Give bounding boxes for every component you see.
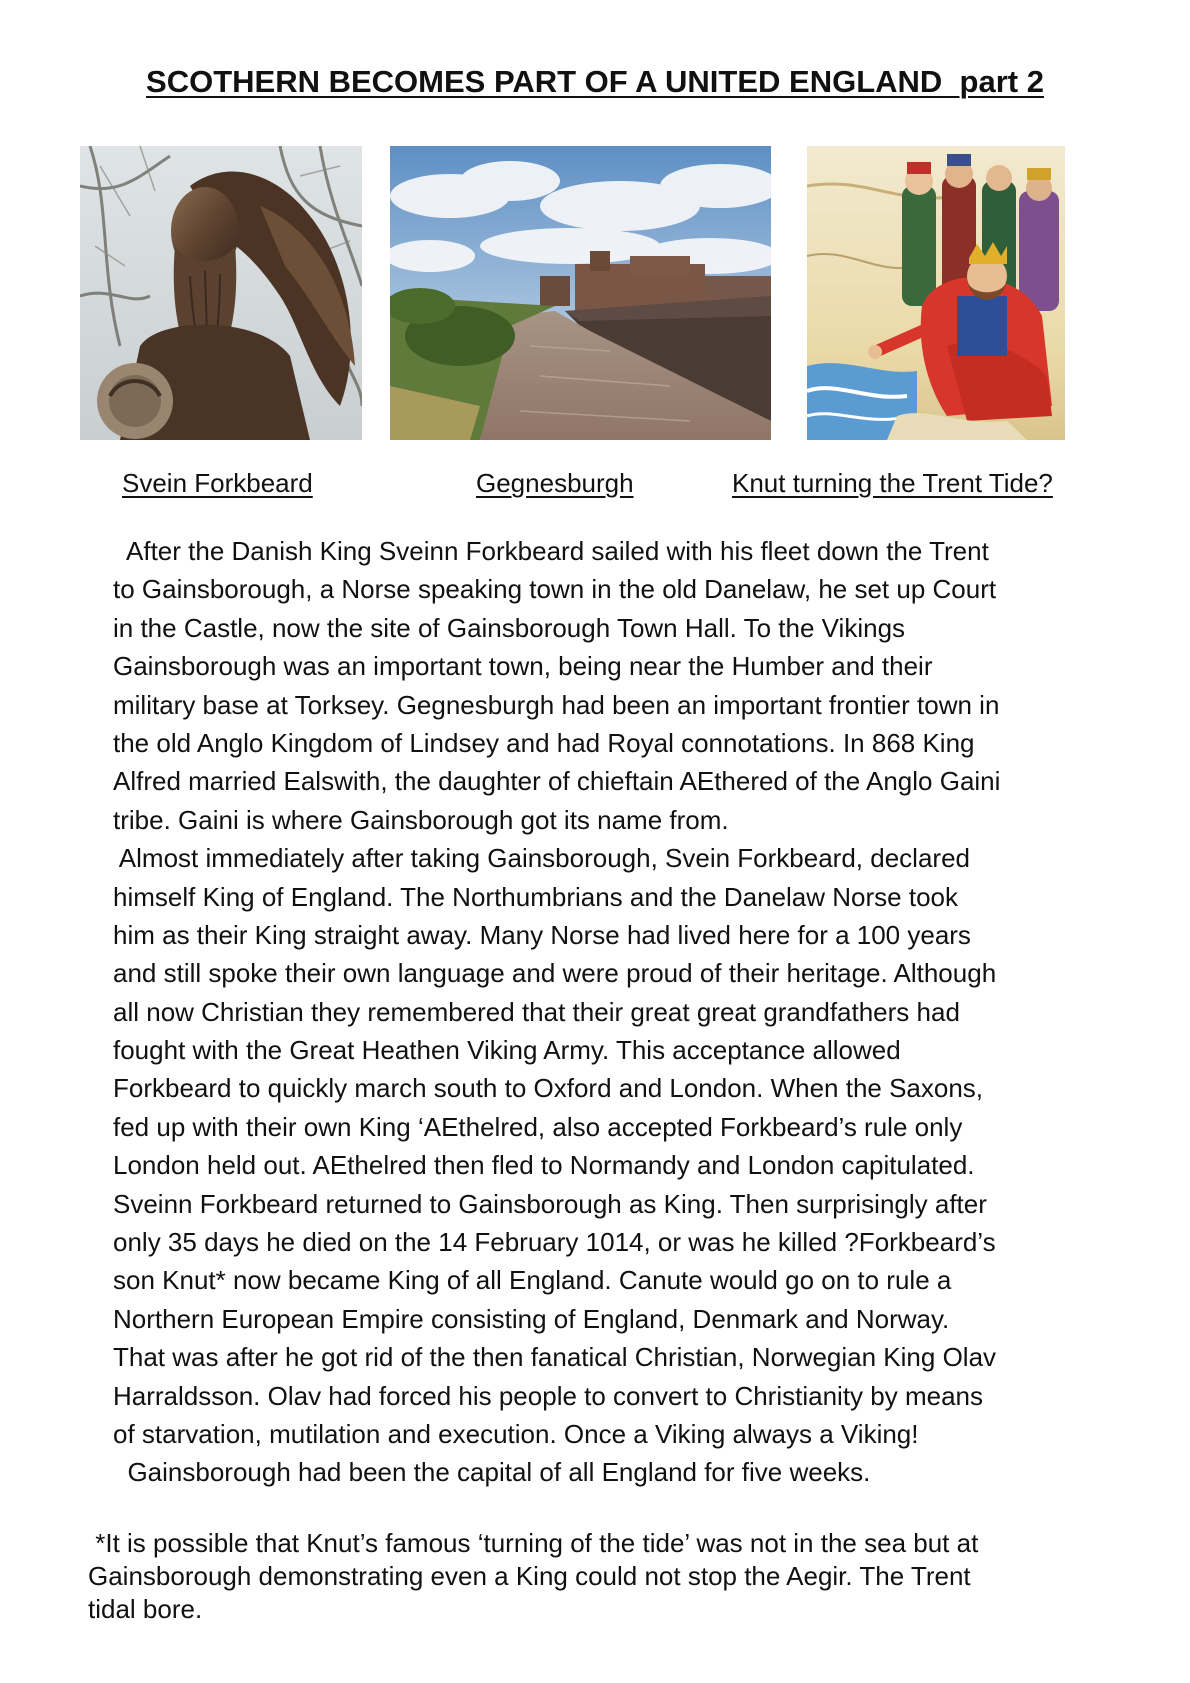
footnote-line: tidal bore.: [88, 1594, 203, 1624]
body-line: him as their King straight away. Many Norse had lived here for a 100 years: [113, 919, 971, 950]
footnote: [88, 1527, 1128, 1626]
caption-gegnesburgh: Gegnesburgh: [476, 468, 634, 498]
body-line: in the Castle, now the site of Gainsborough Town Hall. To the Vikings: [113, 612, 906, 643]
gainsborough-river-trent-photo: [390, 146, 771, 440]
body-text: [113, 532, 1113, 1492]
body-line: fed up with their own King ‘AEthelred, also accepted Forkbeard’s rule only: [113, 1111, 963, 1142]
footnote-line: *It is possible that Knut’s famous ‘turning of the tide’ was not in the sea but at: [88, 1528, 979, 1558]
svein-forkbeard-statue-photo: [80, 146, 362, 440]
body-line: only 35 days he died on the 14 February 1014, or was he killed ?Forkbeard’s: [113, 1227, 996, 1258]
caption-svein-forkbeard: Svein Forkbeard: [122, 468, 313, 498]
body-line: After the Danish King Sveinn Forkbeard sailed with his fleet down the Trent: [113, 536, 989, 566]
body-line: London held out. AEthelred then fled to Normandy and London capitulated.: [113, 1150, 975, 1181]
body-line: the old Anglo Kingdom of Lindsey and had Royal connotations. In 868 King: [113, 727, 975, 758]
body-line: Northern European Empire consisting of England, Denmark and Norway.: [113, 1303, 950, 1334]
body-line: Gainsborough was an important town, being near the Humber and their: [113, 651, 933, 682]
body-line: That was after he got rid of the then fanatical Christian, Norwegian King Olav: [113, 1342, 997, 1373]
body-line: of starvation, mutilation and execution. Once a Viking always a Viking!: [113, 1418, 919, 1449]
body-line: son Knut* now became King of all England. Canute would go on to rule a: [113, 1265, 952, 1296]
body-line: to Gainsborough, a Norse speaking town in the old Danelaw, he set up Court: [113, 574, 997, 605]
body-line: tribe. Gaini is where Gainsborough got its name from.: [113, 804, 729, 835]
page-title: SCOTHERN BECOMES PART OF A UNITED ENGLAND part 2: [146, 64, 1044, 99]
body-line: and still spoke their own language and were proud of their heritage. Although: [113, 958, 997, 989]
knut-turning-tide-illustration: [807, 146, 1065, 440]
body-line: military base at Torksey. Gegnesburgh had been an important frontier town in: [113, 689, 1000, 720]
body-line: himself King of England. The Northumbrians and the Danelaw Norse took: [113, 881, 958, 912]
body-line: Harraldsson. Olav had forced his people to convert to Christianity by means: [113, 1380, 983, 1411]
footnote-line: Gainsborough demonstrating even a King could not stop the Aegir. The Trent: [88, 1561, 971, 1591]
body-line: Alfred married Ealswith, the daughter of chieftain AEthered of the Anglo Gaini: [113, 766, 1001, 797]
body-line: Gainsborough had been the capital of all England for five weeks.: [113, 1457, 871, 1488]
body-line: all now Christian they remembered that their great great grandfathers had: [113, 996, 960, 1027]
caption-knut-turning-tide: Knut turning the Trent Tide?: [732, 468, 1053, 498]
body-line: fought with the Great Heathen Viking Army. This acceptance allowed: [113, 1035, 901, 1066]
body-line: Forkbeard to quickly march south to Oxford and London. When the Saxons,: [113, 1073, 984, 1104]
body-line: Almost immediately after taking Gainsborough, Svein Forkbeard, declared: [113, 843, 970, 874]
body-line: Sveinn Forkbeard returned to Gainsborough as King. Then surprisingly after: [113, 1188, 987, 1219]
